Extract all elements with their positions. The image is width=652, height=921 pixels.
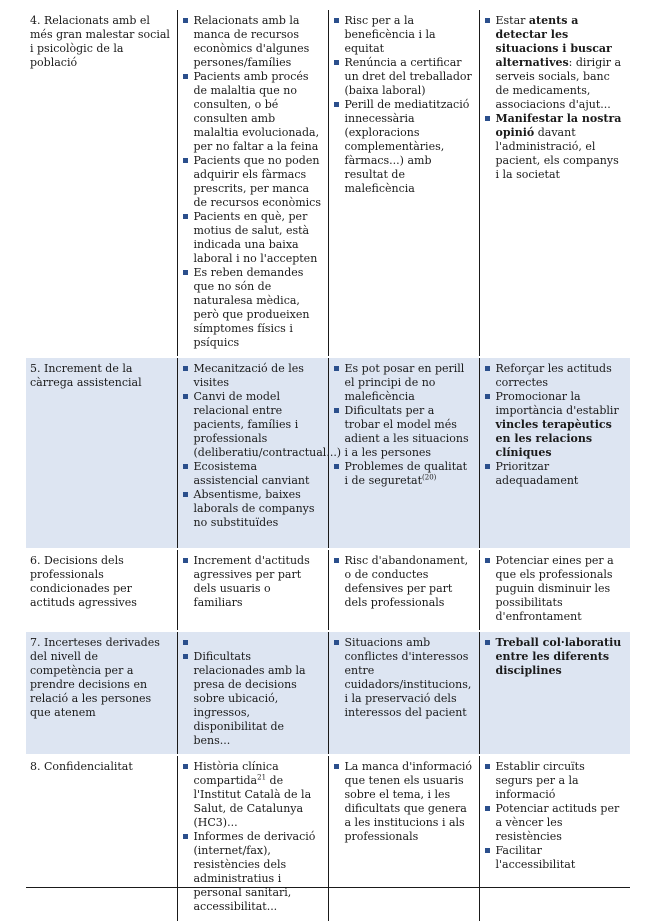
risks-cell xyxy=(328,755,479,921)
square-bullet-icon xyxy=(183,366,188,371)
square-bullet-icon xyxy=(183,74,188,79)
square-bullet-icon xyxy=(183,492,188,497)
square-bullet-icon xyxy=(334,764,339,769)
list-item: Informes de derivació (internet/fax), resistències dels administratius i personal sanitari, accessibilitat... xyxy=(182,830,322,914)
risks-cell xyxy=(328,9,479,357)
square-bullet-icon xyxy=(183,640,188,645)
list-item: La manca d'informació que tenen els usuaris sobre el tema, i les dificultats que genera a les institucions i als professionals xyxy=(333,760,473,844)
list-item: Perill de mediatització innecessària (exploracions complementàries, fàrmacs...) amb resultat de maleficència xyxy=(333,98,473,196)
square-bullet-icon xyxy=(183,464,188,469)
list-item: Mecanització de les visites xyxy=(182,362,322,390)
square-bullet-icon xyxy=(183,654,188,659)
actions-cell xyxy=(479,631,630,755)
square-bullet-icon xyxy=(485,394,490,399)
row-title-cell xyxy=(26,631,177,755)
square-bullet-icon xyxy=(334,558,339,563)
list-item: Absentisme, baixes laborals de companys no substituïdes xyxy=(182,488,322,530)
list-item: Ecosistema assistencial canviant xyxy=(182,460,322,488)
square-bullet-icon xyxy=(334,102,339,107)
row-title-cell xyxy=(26,357,177,549)
ethics-table xyxy=(26,8,630,921)
list-item: Es pot posar en perill el principi de no maleficència xyxy=(333,362,473,404)
list-item: Història clínica compartida$^{21}$ de l'Institut Català de la Salut, de Catalunya (HC3)... xyxy=(182,760,322,830)
list-item: Renúncia a certificar un dret del treballador (baixa laboral) xyxy=(333,56,473,98)
square-bullet-icon xyxy=(183,270,188,275)
square-bullet-icon xyxy=(485,764,490,769)
square-bullet-icon xyxy=(334,60,339,65)
square-bullet-icon xyxy=(183,214,188,219)
reference-superscript: (20) xyxy=(422,473,437,482)
table-row xyxy=(26,357,630,549)
square-bullet-icon xyxy=(485,848,490,853)
actions-cell xyxy=(479,755,630,921)
list-item: Dificultats per a trobar el model més adient a les situacions i a les persones xyxy=(333,404,473,460)
list-item: Canvi de model relacional entre pacients, famílies i professionals (deliberatiu/contractual...) xyxy=(182,390,322,460)
square-bullet-icon xyxy=(485,18,490,23)
square-bullet-icon xyxy=(183,764,188,769)
square-bullet-icon xyxy=(485,640,490,645)
square-bullet-icon xyxy=(183,558,188,563)
square-bullet-icon xyxy=(485,464,490,469)
list-item: Treball col·laboratiu entre les diferents disciplines xyxy=(484,636,625,678)
row-title: 5. Increment de la càrrega assistencial xyxy=(30,362,142,389)
square-bullet-icon xyxy=(334,408,339,413)
risks-cell xyxy=(328,631,479,755)
list-item: Reforçar les actituds correctes xyxy=(484,362,625,390)
list-item: Relacionats amb la manca de recursos econòmics d'algunes persones/famílies xyxy=(182,14,322,70)
list-item: Establir circuïts segurs per a la informació xyxy=(484,760,625,802)
square-bullet-icon xyxy=(183,18,188,23)
list-item: Manifestar la nostra opinió davant l'administració, el pacient, els companys i la societat xyxy=(484,112,625,182)
square-bullet-icon xyxy=(183,834,188,839)
actions-cell xyxy=(479,549,630,631)
list-item: Pacients amb procés de malaltia que no consulten, o bé consulten amb malaltia evolucionada, per no faltar a la feina xyxy=(182,70,322,154)
list-item: Potenciar eines per a que els professionals puguin disminuir les possibilitats d'enfrontament xyxy=(484,554,625,624)
issues-cell xyxy=(177,357,342,549)
list-item: Situacions amb conflictes d'interessos entre cuidadors/institucions, i la preservació dels interessos del pacient xyxy=(333,636,473,720)
list-item: Estar atents a detectar les situacions i buscar alternatives: dirigir a serveis socials, banc de medicaments, associacions d'ajut... xyxy=(484,14,625,112)
square-bullet-icon xyxy=(485,116,490,121)
table-row xyxy=(26,9,630,357)
risks-cell xyxy=(328,357,479,549)
square-bullet-icon xyxy=(334,18,339,23)
bottom-rule xyxy=(26,887,630,888)
square-bullet-icon xyxy=(485,806,490,811)
list-item: Pacients en què, per motius de salut, està indicada una baixa laboral i no l'accepten xyxy=(182,210,322,266)
row-title-cell xyxy=(26,549,177,631)
issues-cell xyxy=(177,631,328,755)
actions-cell xyxy=(479,9,630,357)
row-title-cell xyxy=(26,9,177,357)
square-bullet-icon xyxy=(334,366,339,371)
square-bullet-icon xyxy=(334,640,339,645)
square-bullet-icon xyxy=(183,158,188,163)
list-item: Prioritzar adequadament xyxy=(484,460,625,488)
issues-cell xyxy=(177,549,328,631)
square-bullet-icon xyxy=(334,464,339,469)
row-title: 4. Relacionats amb el més gran malestar social i psicològic de la població xyxy=(30,14,170,69)
table-row xyxy=(26,631,630,755)
list-item: Pacients que no poden adquirir els fàrmacs prescrits, per manca de recursos econòmics xyxy=(182,154,322,210)
list-item: Risc d'abandonament, o de conductes defensives per part dels professionals xyxy=(333,554,473,610)
list-item: Increment d'actituds agressives per part dels usuaris o familiars xyxy=(182,554,322,610)
list-item: Facilitar l'accessibilitat xyxy=(484,844,625,872)
square-bullet-icon xyxy=(485,558,490,563)
list-item xyxy=(182,636,322,650)
issues-cell xyxy=(177,9,328,357)
actions-cell xyxy=(479,357,630,549)
list-item: Promocionar la importància d'establir vincles terapèutics en les relacions clíniques xyxy=(484,390,625,460)
table-row xyxy=(26,755,630,921)
row-title: 6. Decisions dels professionals condicionades per actituds agressives xyxy=(30,554,137,609)
row-title: 7. Incerteses derivades del nivell de competència per a prendre decisions en relació a les persones que atenem xyxy=(30,636,160,719)
list-item: Es reben demandes que no són de naturalesa mèdica, però que produeixen símptomes físics i psíquics xyxy=(182,266,322,350)
square-bullet-icon xyxy=(183,394,188,399)
risks-cell xyxy=(328,549,479,631)
list-item: Problemes de qualitat i de seguretat$^{(20)}$ xyxy=(333,460,473,488)
list-item: Dificultats relacionades amb la presa de decisions sobre ubicació, ingressos, disponibilitat de bens... xyxy=(182,650,322,748)
square-bullet-icon xyxy=(485,366,490,371)
list-item: Risc per a la beneficència i la equitat xyxy=(333,14,473,56)
issues-cell xyxy=(177,755,328,921)
list-item: Potenciar actituds per a vèncer les resistències xyxy=(484,802,625,844)
row-title: 8. Confidencialitat xyxy=(30,760,133,773)
row-title-cell xyxy=(26,755,177,921)
table-row xyxy=(26,549,630,631)
reference-superscript: 21 xyxy=(257,773,267,782)
